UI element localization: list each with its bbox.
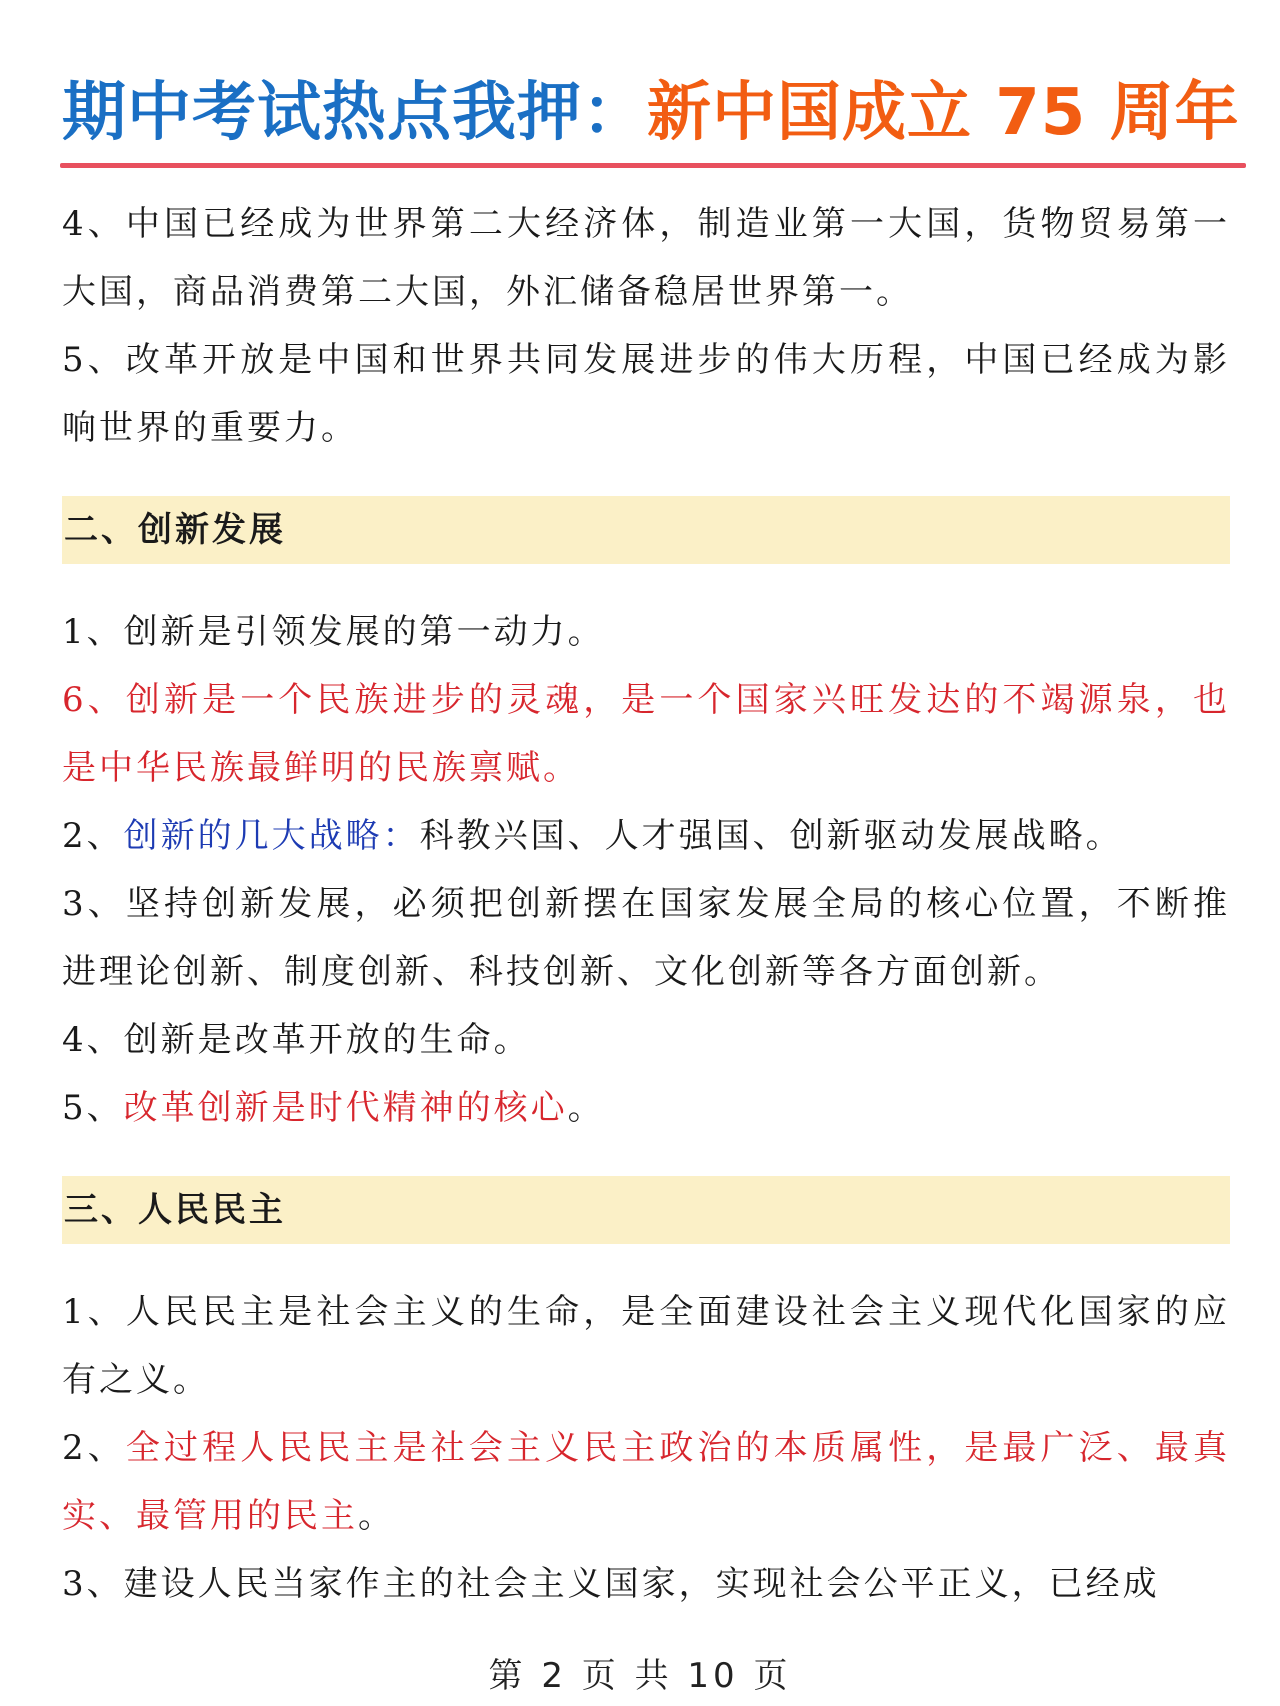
item-end: 。 (358, 1496, 395, 1536)
innovation-item-5 (62, 1074, 1230, 1142)
item-end: 。 (567, 1088, 605, 1128)
section-heading-democracy: 三、人民民主 (62, 1176, 1230, 1244)
democracy-item-2 (62, 1414, 1230, 1550)
innovation-item-6: 6、创新是一个民族进步的灵魂，是一个国家兴旺发达的不竭源泉，也是中华民族最鲜明的民族禀赋。 (62, 680, 1230, 788)
democracy-item-2-key: 全过程人民民主是社会主义民主政治的本质属性，是最广泛、最真实、最管用的民主 (62, 1428, 1230, 1536)
innovation-strategy-key: 创新的几大战略： (123, 816, 420, 856)
innovation-item-2 (62, 802, 1230, 870)
section-heading-innovation: 二、创新发展 (62, 496, 1230, 564)
intro-paragraph-4: 4、中国已经成为世界第二大经济体，制造业第一大国，货物贸易第一大国，商品消费第二大国，外汇储备稳居世界第一。 (62, 204, 1230, 312)
item-number: 2、 (62, 816, 124, 856)
innovation-item-5-key: 改革创新是时代精神的核心 (123, 1088, 568, 1128)
item-number: 5、 (62, 1088, 124, 1128)
title-prefix: 期中考试热点我押： (62, 76, 647, 150)
page-number: 第 2 页 共 10 页 (488, 1656, 792, 1696)
innovation-strategy-list: 科教兴国、人才强国、创新驱动发展战略。 (419, 816, 1123, 856)
innovation-item-1: 1、创新是引领发展的第一动力。 (62, 612, 605, 652)
title-divider (60, 163, 1246, 168)
title-main: 新中国成立 75 周年 (647, 76, 1240, 150)
innovation-item-3: 3、坚持创新发展，必须把创新摆在国家发展全局的核心位置，不断推进理论创新、制度创新、科技创新、文化创新等各方面创新。 (62, 884, 1230, 992)
item-number: 2、 (62, 1428, 126, 1468)
innovation-item-4: 4、创新是改革开放的生命。 (62, 1020, 531, 1060)
document-body (62, 190, 1230, 1618)
democracy-item-3: 3、建设人民当家作主的社会主义国家，实现社会公平正义，已经成 (62, 1564, 1160, 1604)
intro-paragraph-5: 5、改革开放是中国和世界共同发展进步的伟大历程，中国已经成为影响世界的重要力。 (62, 340, 1230, 448)
page-title (62, 58, 1240, 168)
democracy-item-1: 1、人民民主是社会主义的生命，是全面建设社会主义现代化国家的应有之义。 (62, 1292, 1230, 1400)
